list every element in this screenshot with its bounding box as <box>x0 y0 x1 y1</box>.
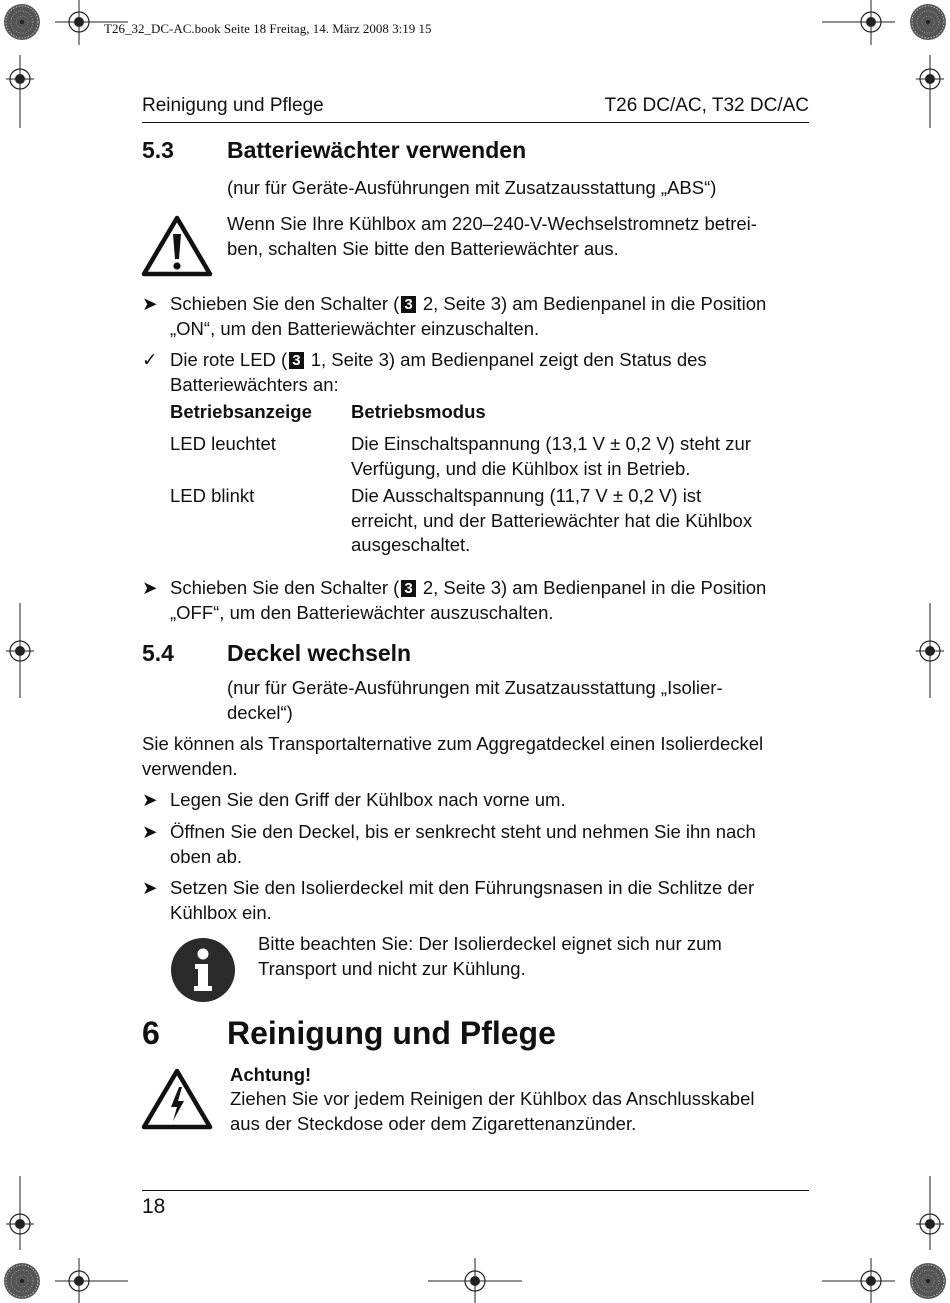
step-text: Schieben Sie den Schalter ( 3 2, Seite 3) am Bedienpanel in die Position „ON“, um den Batteriewächter einzuschalten. <box>170 293 767 339</box>
section-note: (nur für Geräte-Ausführungen mit Zusatzausstattung „ABS“) <box>227 177 717 198</box>
step-text: Legen Sie den Griff der Kühlbox nach vorne um. <box>170 789 566 810</box>
section-number: 5.4 <box>142 640 174 666</box>
registration-rosette-icon <box>910 1263 946 1299</box>
result-check-icon: ✓ <box>142 349 158 370</box>
header-section-title: Reinigung und Pflege <box>142 95 324 116</box>
registration-rosette-icon <box>4 1263 40 1299</box>
table-row-mode: Die Einschaltspannung (13,1 V ± 0,2 V) steht zur Verfügung, und die Kühlbox ist in Betrieb. <box>351 433 751 479</box>
table-row-mode: Die Ausschaltspannung (11,7 V ± 0,2 V) ist erreicht, und der Batteriewächter hat die Kühlbox ausgeschaltet. <box>351 485 753 555</box>
info-icon <box>170 937 236 1003</box>
section-intro: Sie können als Transportalternative zum Aggregatdeckel einen Isolierdeckel verwenden. <box>142 733 764 779</box>
warning-triangle-icon <box>141 214 213 278</box>
step-text: Setzen Sie den Isolierdeckel mit den Führungsnasen in die Schlitze der Kühlbox ein. <box>170 877 755 923</box>
section-note: (nur für Geräte-Ausführungen mit Zusatzausstattung „Isolier- deckel“) <box>227 677 723 723</box>
footer-rule <box>142 1190 809 1191</box>
table-row-indicator: LED blinkt <box>170 485 255 506</box>
figure-ref-badge: 3 <box>401 580 415 597</box>
step-text: Öffnen Sie den Deckel, bis er senkrecht steht und nehmen Sie ihn nach oben ab. <box>170 821 756 867</box>
figure-ref-badge: 3 <box>289 352 303 369</box>
caution-title: Achtung! <box>230 1064 312 1085</box>
warning-text: Wenn Sie Ihre Kühlbox am 220–240-V-Wechselstromnetz betrei- ben, schalten Sie bitte den Batteriewächter aus. <box>227 213 757 259</box>
table-header-indicator: Betriebsanzeige <box>170 401 312 422</box>
step-marker: ➤ <box>142 293 158 314</box>
table-header-mode: Betriebsmodus <box>351 401 486 422</box>
step-marker: ➤ <box>142 789 158 810</box>
electrical-hazard-icon <box>141 1067 213 1131</box>
table-row-indicator: LED leuchtet <box>170 433 276 454</box>
section-title: Batteriewächter verwenden <box>227 137 527 163</box>
registration-rosette-icon <box>4 4 40 40</box>
step-marker: ➤ <box>142 821 158 842</box>
registration-rosette-icon <box>910 4 946 40</box>
caution-text: Ziehen Sie vor jedem Reinigen der Kühlbox das Anschlusskabel aus der Steckdose oder dem Zigarettenanzünder. <box>230 1088 755 1134</box>
chapter-number: 6 <box>142 1015 160 1051</box>
header-rule <box>142 122 809 123</box>
section-title: Deckel wechseln <box>227 640 412 666</box>
step-marker: ➤ <box>142 577 158 598</box>
figure-ref-badge: 3 <box>401 296 415 313</box>
step-marker: ➤ <box>142 877 158 898</box>
result-text: Die rote LED ( 3 1, Seite 3) am Bedienpanel zeigt den Status des Batteriewächters an: <box>170 349 707 395</box>
step-text: Schieben Sie den Schalter ( 3 2, Seite 3) am Bedienpanel in die Position „OFF“, um den Batteriewächter auszuschalten. <box>170 577 767 623</box>
header-model-names: T26 DC/AC, T32 DC/AC <box>604 95 809 116</box>
info-note-text: Bitte beachten Sie: Der Isolierdeckel eignet sich nur zum Transport und nicht zur Kühlung. <box>258 933 722 979</box>
print-slug: T26_32_DC-AC.book Seite 18 Freitag, 14. März 2008 3:19 15 <box>104 21 432 36</box>
page-number: 18 <box>142 1195 166 1218</box>
section-number: 5.3 <box>142 137 174 163</box>
chapter-title: Reinigung und Pflege <box>227 1015 556 1051</box>
